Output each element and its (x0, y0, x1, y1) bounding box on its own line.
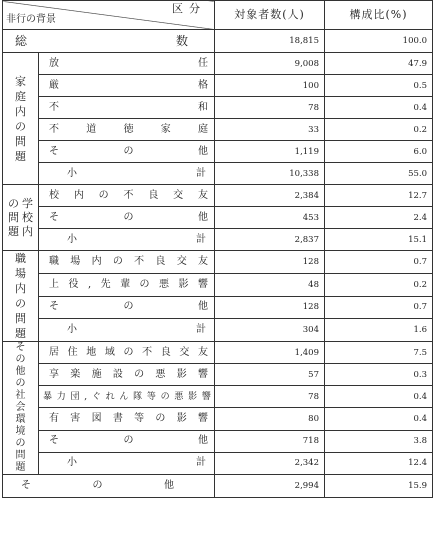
table-row (3, 386, 433, 408)
row-count: 9,008 (215, 53, 325, 75)
other-row (3, 475, 433, 498)
table-row (3, 364, 433, 386)
row-count: 1,119 (215, 141, 325, 163)
header-count: 対象者数(人) (215, 1, 325, 30)
subtotal-label (39, 163, 215, 185)
spread-text: 不 和 (49, 101, 208, 113)
row-label (39, 53, 215, 75)
row-count: 1,409 (215, 342, 325, 364)
row-count: 128 (215, 296, 325, 319)
table-row (3, 119, 433, 141)
other-count: 2,994 (215, 475, 325, 498)
row-count: 33 (215, 119, 325, 141)
row-ratio: 0.4 (325, 386, 433, 408)
section-label-school (3, 185, 39, 251)
subtotal-ratio: 15.1 (325, 229, 433, 251)
row-label (39, 119, 215, 141)
table-row (3, 251, 433, 274)
row-label (39, 75, 215, 97)
header-ratio: 構成比(%) (325, 1, 433, 30)
subtotal-count: 2,837 (215, 229, 325, 251)
other-ratio: 15.9 (325, 475, 433, 498)
subtotal-row (3, 319, 433, 342)
row-ratio: 2.4 (325, 207, 433, 229)
spread-text: そ の 他 (49, 145, 208, 157)
subtotal-ratio: 1.6 (325, 319, 433, 342)
section-label-workplace: 職場内の問題 (3, 251, 39, 342)
row-ratio: 0.4 (325, 408, 433, 430)
row-label (39, 185, 215, 207)
spread-text: そ の 他 (49, 301, 208, 313)
delinquency-background-table (2, 0, 433, 498)
table-row (3, 185, 433, 207)
row-label (39, 97, 215, 119)
total-label-cell (3, 30, 215, 53)
table-row (3, 97, 433, 119)
row-ratio: 0.5 (325, 75, 433, 97)
row-ratio: 3.8 (325, 430, 433, 452)
header-row (3, 1, 433, 30)
row-ratio: 0.7 (325, 296, 433, 319)
spread-text: そ の 他 (21, 480, 174, 491)
background-table-sheet (2, 0, 432, 536)
row-label (39, 141, 215, 163)
row-ratio: 12.7 (325, 185, 433, 207)
table-row (3, 53, 433, 75)
row-count: 2,384 (215, 185, 325, 207)
row-count: 78 (215, 386, 325, 408)
table-row (3, 430, 433, 452)
table-row (3, 207, 433, 229)
row-label (39, 251, 215, 274)
row-ratio: 47.9 (325, 53, 433, 75)
subtotal-ratio: 55.0 (325, 163, 433, 185)
total-count: 18,815 (215, 30, 325, 53)
table-row (3, 296, 433, 319)
spread-text: 有 害 図 書 等 の 影 響 (49, 413, 208, 425)
table-row (3, 273, 433, 296)
row-ratio: 0.2 (325, 119, 433, 141)
row-count: 80 (215, 408, 325, 430)
spread-text: 上 役 , 先 輩 の 悪 影 響 (49, 278, 208, 290)
table-row (3, 141, 433, 163)
row-label (39, 342, 215, 364)
subtotal-label (39, 229, 215, 251)
spread-text: 職 場 内 の 不 良 交 友 (49, 255, 208, 267)
row-count: 78 (215, 97, 325, 119)
subtotal-count: 304 (215, 319, 325, 342)
spread-text: 小 計 (67, 233, 206, 245)
subtotal-count: 2,342 (215, 452, 325, 474)
total-row (3, 30, 433, 53)
total-label-b: 数 (175, 34, 188, 48)
row-label (39, 273, 215, 296)
header-background: 非行の背景 (6, 14, 56, 25)
spread-text: 放 任 (49, 57, 208, 69)
row-count: 718 (215, 430, 325, 452)
row-label (39, 207, 215, 229)
subtotal-row (3, 452, 433, 474)
table-row (3, 342, 433, 364)
spread-text: 厳 格 (49, 79, 208, 91)
row-ratio: 0.7 (325, 251, 433, 274)
table-row (3, 75, 433, 97)
row-ratio: 0.4 (325, 97, 433, 119)
header-kubun: 区分 (172, 2, 206, 15)
row-count: 128 (215, 251, 325, 274)
row-label (39, 408, 215, 430)
spread-text: 校 内 の 不 良 交 友 (49, 189, 208, 201)
total-ratio: 100.0 (325, 30, 433, 53)
row-label (39, 364, 215, 386)
spread-text: 小 計 (67, 457, 206, 469)
spread-text: そ の 他 (49, 435, 208, 447)
row-label (39, 386, 215, 408)
row-count: 48 (215, 273, 325, 296)
total-label-a: 総 (15, 34, 28, 48)
spread-text: そ の 他 (49, 211, 208, 223)
spread-text: 小 計 (67, 324, 206, 336)
subtotal-count: 10,338 (215, 163, 325, 185)
spread-text: 小 計 (67, 167, 206, 179)
row-count: 57 (215, 364, 325, 386)
diagonal-header-cell (3, 1, 215, 30)
row-ratio: 6.0 (325, 141, 433, 163)
row-count: 453 (215, 207, 325, 229)
row-ratio: 0.2 (325, 273, 433, 296)
spread-text: 享 楽 施 設 の 悪 影 響 (49, 368, 208, 380)
subtotal-row (3, 163, 433, 185)
section-label-social: その他の社会環境の問題 (3, 342, 39, 475)
subtotal-row (3, 229, 433, 251)
row-label (39, 430, 215, 452)
subtotal-label (39, 319, 215, 342)
section-label-school-line2: の問題 (8, 197, 19, 238)
spread-text: 不 道 徳 家 庭 (49, 123, 208, 135)
section-label-family: 家庭内の問題 (3, 53, 39, 185)
section-label-school-line1: 学校内 (22, 197, 33, 238)
subtotal-label (39, 452, 215, 474)
row-count: 100 (215, 75, 325, 97)
spread-text: 暴 力 団 , ぐ れ ん 隊 等 の 悪 影 響 (43, 391, 211, 402)
row-ratio: 7.5 (325, 342, 433, 364)
subtotal-ratio: 12.4 (325, 452, 433, 474)
row-ratio: 0.3 (325, 364, 433, 386)
other-label-cell (3, 475, 215, 498)
row-label (39, 296, 215, 319)
spread-text: 居 住 地 域 の 不 良 交 友 (49, 346, 208, 358)
table-row (3, 408, 433, 430)
